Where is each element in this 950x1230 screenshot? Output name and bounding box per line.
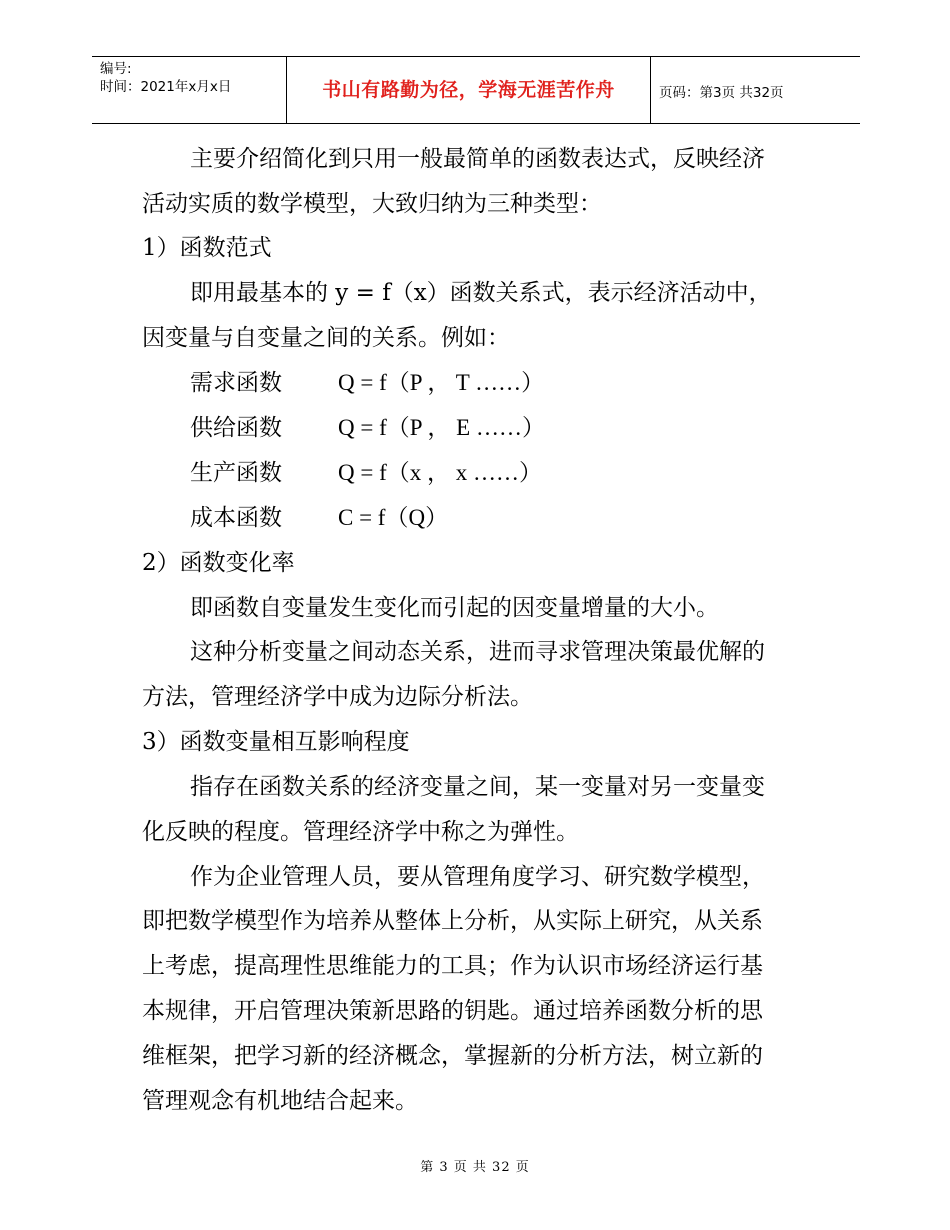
- header-meta: [100, 60, 231, 96]
- paragraph-line: 即把数学模型作为培养从整体上分析，从实际上研究，从关系: [142, 908, 763, 934]
- formula-expression: Q = f（P ， T ……）: [338, 370, 545, 395]
- formula-expression: Q = f（x ， x ……）: [338, 460, 542, 485]
- paragraph-line: 上考虑，提高理性思维能力的工具；作为认识市场经济运行基: [142, 953, 763, 979]
- formula-name: 成本函数: [190, 505, 282, 531]
- header-page-info: 页码：第3页 共32页: [659, 85, 784, 101]
- paragraph-line: 方法，管理经济学中成为边际分析法。: [142, 684, 533, 710]
- paragraph-line: 作为企业管理人员，要从管理角度学习、研究数学模型，: [190, 864, 765, 890]
- paragraph-line: 维框架，把学习新的经济概念，掌握新的分析方法，树立新的: [142, 1043, 763, 1069]
- document-number-label: 编号:: [100, 61, 132, 77]
- page-header: [92, 56, 860, 124]
- paragraph-line: 本规律，开启管理决策新思路的钥匙。通过培养函数分析的思: [142, 998, 763, 1024]
- paragraph-line: 化反映的程度。管理经济学中称之为弹性。: [142, 819, 579, 845]
- formula-name: 生产函数: [190, 460, 282, 486]
- paragraph-line: 指存在函数关系的经济变量之间，某一变量对另一变量变: [190, 774, 765, 800]
- section-heading: 2）函数变化率: [142, 550, 295, 576]
- formula-expression: C = f（Q）: [338, 505, 449, 530]
- paragraph-line: 即函数自变量发生变化而引起的因变量增量的大小。: [190, 595, 719, 621]
- formula-name: 供给函数: [190, 415, 282, 441]
- paragraph-line: 这种分析变量之间动态关系，进而寻求管理决策最优解的: [190, 639, 765, 665]
- section-heading: 3）函数变量相互影响程度: [142, 729, 410, 755]
- formula-expression: Q = f（P ， E ……）: [338, 415, 545, 440]
- paragraph-line: 主要介绍简化到只用一般最简单的函数表达式，反映经济: [190, 146, 765, 172]
- section-heading: 1）函数范式: [142, 235, 272, 261]
- document-time-label: 时间：2021年x月x日: [100, 79, 232, 95]
- formula-name: 需求函数: [190, 370, 282, 396]
- paragraph-line: 因变量与自变量之间的关系。例如：: [142, 325, 510, 351]
- header-motto: 书山有路勤为径，学海无涯苦作舟: [322, 79, 615, 101]
- header-divider: [650, 57, 651, 123]
- paragraph-line: 活动实质的数学模型，大致归纳为三种类型：: [142, 191, 602, 217]
- page-footer: 第 3 页 共 32 页: [420, 1160, 530, 1175]
- paragraph-line: 即用最基本的 y = f（x）函数关系式，表示经济活动中，: [190, 280, 772, 306]
- paragraph-line: 管理观念有机地结合起来。: [142, 1088, 418, 1114]
